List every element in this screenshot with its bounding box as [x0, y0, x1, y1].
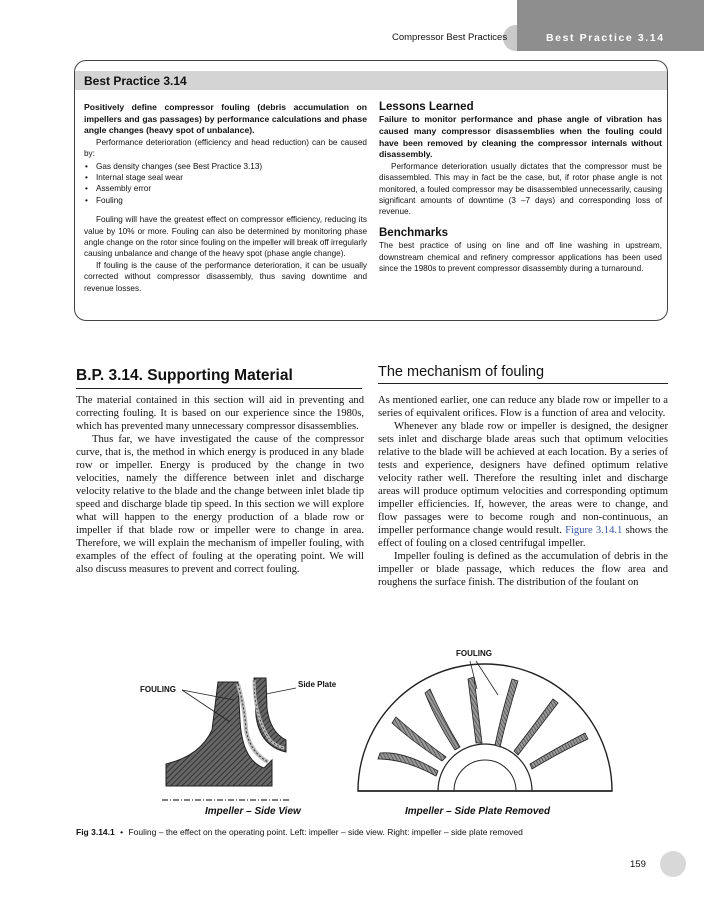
lessons-learned-lead: Failure to monitor performance and phase angle of vibration has caused many compressor disassemblies when the fouling could have been removed by cleaning the compressor internals without disassembly.: [379, 114, 662, 160]
mechanism-para2: Whenever any blade row or impeller is designed, the designer sets inlet and discharge blade areas such that optimum velocities relative to the blade will be achieved at each location. By a series of tests and experience, designers have defined optimum relative velocity rather well. Therefore the resulting inlet and discharge areas will produce optimum velocities and corresponding optimum impeller efficiencies. If, however, the areas were to change, and flow passages were to become rough and non-continuous, an impeller performance change would result. Figure 3.14.1 shows the effect of fouling on a closed centrifugal impeller.: [378, 421, 668, 549]
supporting-para1: The material contained in this section will aid in preventing and correcting fouling. It is based on our experience since the 1980s, which has prevented many unnecessary compressor disassemblies.: [76, 395, 364, 432]
side-view-subcaption: Impeller – Side View: [205, 806, 301, 817]
figure-caption: [76, 827, 523, 837]
figure-caption-bullet: •: [120, 827, 124, 837]
cause-list: [84, 161, 367, 207]
lessons-learned-heading: Lessons Learned: [379, 101, 474, 113]
side-plate-label: Side Plate: [298, 680, 337, 689]
best-practice-title: Best Practice 3.14: [84, 74, 187, 88]
list-item: • Internal stage seal wear: [85, 173, 183, 182]
section-tag: Best Practice 3.14: [546, 32, 665, 44]
list-item: • Assembly error: [85, 184, 152, 194]
page-number: 159: [630, 859, 646, 870]
page-number-marker: [660, 851, 686, 877]
mechanism-column: [378, 394, 668, 589]
best-practice-para2: Fouling will have the greatest effect on compressor efficiency, reducing its value by 10% or more. Fouling can also be determined by monitoring phase angle change on the rotor since fouling on the impeller will break off irregularly causing unbalance and change of the heavy spot (phase angle change).: [84, 215, 367, 259]
best-practice-para3: If fouling is the cause of the performance deterioration, it can be usually corrected without compressor disassembly, thus saving downtime and revenue losses.: [84, 260, 367, 293]
supporting-material-heading: B.P. 3.14. Supporting Material: [76, 367, 362, 389]
fouling-label-left: FOULING: [140, 685, 176, 694]
best-practice-lead: Positively define compressor fouling (debris accumulation on impellers and gas passages) by performance calculations and phase angle changes (heavy spot of unbalance).: [84, 102, 367, 136]
benchmarks-heading: Benchmarks: [379, 226, 449, 239]
mechanism-para1: As mentioned earlier, one can reduce any blade row or impeller to a series of equivalent orifices. Flow is a function of area and velocity.: [378, 395, 668, 419]
impeller-side-plate-removed-drawing: [350, 655, 620, 795]
figure-caption-label: Fig 3.14.1: [76, 827, 115, 837]
side-plate-removed-subcaption: Impeller – Side Plate Removed: [405, 806, 551, 817]
figure-link[interactable]: Figure 3.14.1: [565, 525, 623, 536]
supporting-para2: Thus far, we have investigated the cause of the compressor curve, that is, the method in which energy is produced in any blade row or impeller. Energy is produced by the change in two velocities, namely the difference between inlet and discharge velocity relative to the blade and the change between inlet blade tip speed and discharge blade tip speed. In this section we will explore what will happen to the energy production of a blade row or impeller if that blade row or impeller were to change in area. Therefore, we will explain the mechanism of impeller fouling, with examples of the effect of fouling at the operating point. We will also discuss measures to prevent and correct fouling.: [76, 434, 364, 575]
best-practice-left-column: [84, 102, 367, 294]
list-item: • Fouling: [85, 195, 123, 205]
fouling-label-right: FOULING: [456, 649, 492, 658]
best-practice-box: [74, 60, 668, 321]
mechanism-para3: Impeller fouling is defined as the accumulation of debris in the impeller or blade passage, which reduces the flow area and roughens the surface finish. The distribution of the foulant on: [378, 551, 668, 588]
figure-caption-text: Fouling – the effect on the operating point. Left: impeller – side view. Right: impeller – side plate removed: [128, 827, 523, 837]
mechanism-heading: The mechanism of fouling: [378, 364, 668, 384]
best-practice-para1: Performance deterioration (efficiency and head reduction) can be caused by:: [84, 137, 367, 159]
list-item: • Gas density changes (see Best Practice 3.13): [85, 161, 263, 171]
best-practice-right-column: [379, 102, 662, 274]
running-title: Compressor Best Practices: [392, 32, 508, 43]
supporting-material-column: [76, 394, 364, 576]
benchmarks-body: The best practice of using on line and off line washing in upstream, downstream chemical and refinery compressor applications has been used since the 1980s to prevent compressor disassembly during a turnaround.: [379, 241, 662, 274]
lessons-learned-body: Performance deterioration usually dictates that the compressor must be disassembled. This may in fact be the case, but, if rotor phase angle is not monitored, a fouled compressor may be disassembled unnecessarily, causing significant amounts of downtime (3 –7 days) and corresponding loss of revenue.: [379, 161, 662, 217]
